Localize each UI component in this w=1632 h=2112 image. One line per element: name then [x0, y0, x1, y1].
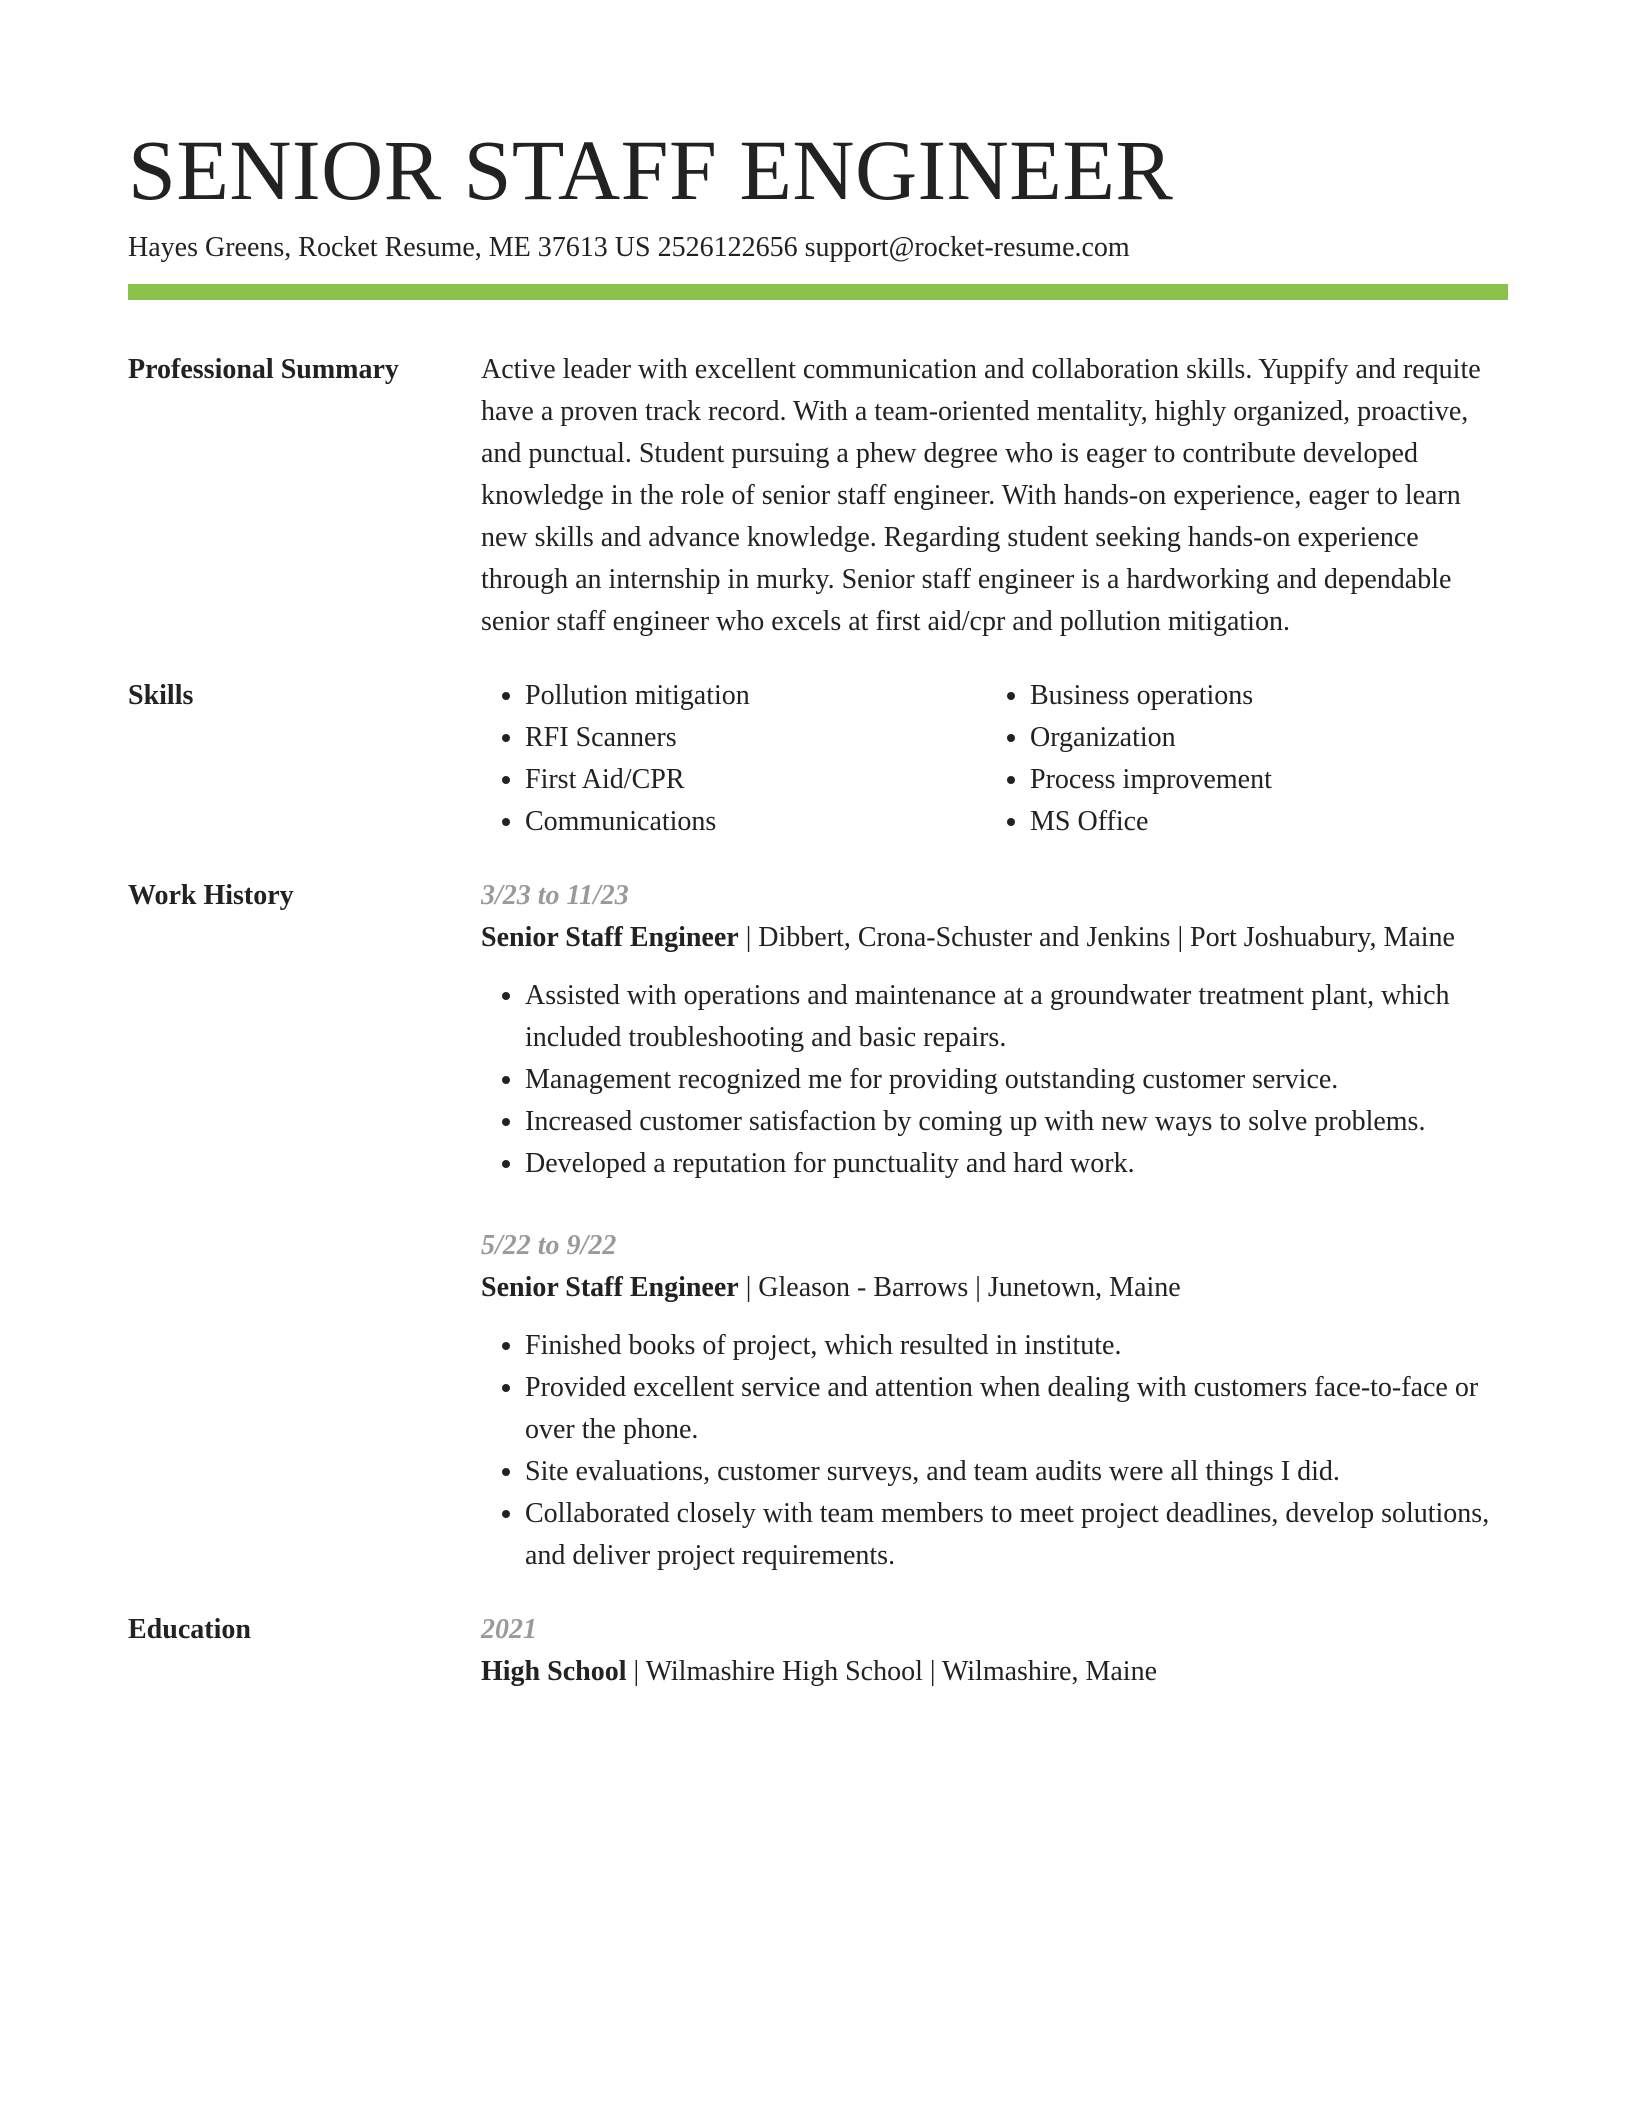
- job-bullet: • Finished books of project, which resulted in institute.: [525, 1325, 1508, 1367]
- job-bullet: • Collaborated closely with team members to meet project deadlines, develop solutions, and deliver project requirements.: [525, 1493, 1508, 1577]
- skill-item: • Process improvement: [1030, 759, 1491, 801]
- job-title-line: [481, 917, 1508, 959]
- education-details: | Wilmashire High School | Wilmashire, Maine: [626, 1656, 1157, 1687]
- skills-section: [128, 675, 1508, 843]
- skill-item: • Organization: [1030, 717, 1491, 759]
- job-bullet: • Site evaluations, customer surveys, and team audits were all things I did.: [525, 1451, 1508, 1493]
- education-entry: [481, 1609, 1508, 1693]
- summary-text: Active leader with excellent communication and collaboration skills. Yuppify and requite have a proven track record. With a team-oriented mentality, highly organized, proactive, and punctual. Student pursuing a phew degree who is eager to contribute developed knowledge in the role of senior staff engineer. With hands-on experience, eager to learn new skills and advance knowledge. Regarding student seeking hands-on experience through an internship in murky. Senior staff engineer is a hardworking and dependable senior staff engineer who excels at first aid/cpr and pollution mitigation.: [481, 354, 1481, 637]
- job-details: | Gleason - Barrows | Junetown, Maine: [738, 1272, 1181, 1303]
- skills-column-right: [986, 675, 1491, 843]
- contact-line: Hayes Greens, Rocket Resume, ME 37613 US 2526122656 support@rocket-resume.com: [128, 232, 1130, 263]
- work-history-list: [481, 875, 1508, 1577]
- job-bullet: • Assisted with operations and maintenance at a groundwater treatment plant, which included troubleshooting and basic repairs.: [525, 975, 1508, 1059]
- work-history-section: [128, 875, 1508, 1577]
- job-entry: [481, 875, 1508, 1185]
- job-role: Senior Staff Engineer: [481, 1272, 739, 1303]
- job-bullets: [481, 975, 1508, 1185]
- education-year: 2021: [481, 1614, 537, 1645]
- skill-item: • First Aid/CPR: [525, 759, 986, 801]
- job-entry: [481, 1225, 1508, 1577]
- skill-item: • MS Office: [1030, 801, 1491, 843]
- job-title-line: [481, 1267, 1508, 1309]
- job-bullet: • Increased customer satisfaction by coming up with new ways to solve problems.: [525, 1101, 1508, 1143]
- job-dates: 3/23 to 11/23: [481, 880, 629, 911]
- resume-page: [128, 120, 1508, 1693]
- summary-section: [128, 349, 1508, 643]
- skill-item: • RFI Scanners: [525, 717, 986, 759]
- accent-divider: [128, 284, 1508, 300]
- summary-heading: Professional Summary: [128, 354, 399, 385]
- education-heading: Education: [128, 1614, 251, 1645]
- education-degree: High School: [481, 1656, 627, 1687]
- education-line: [481, 1651, 1508, 1693]
- job-details: | Dibbert, Crona-Schuster and Jenkins | Port Joshuabury, Maine: [738, 922, 1455, 953]
- skills-heading: Skills: [128, 680, 194, 711]
- work-history-heading: Work History: [128, 880, 294, 911]
- skill-item: • Pollution mitigation: [525, 675, 986, 717]
- skill-item: • Business operations: [1030, 675, 1491, 717]
- job-dates: 5/22 to 9/22: [481, 1230, 617, 1261]
- job-bullet: • Developed a reputation for punctuality and hard work.: [525, 1143, 1508, 1185]
- job-bullet: • Provided excellent service and attention when dealing with customers face-to-face or over the phone.: [525, 1367, 1508, 1451]
- resume-title: SENIOR STAFF ENGINEER: [128, 122, 1174, 218]
- job-bullet: • Management recognized me for providing outstanding customer service.: [525, 1059, 1508, 1101]
- skills-column-left: [481, 675, 986, 843]
- job-role: Senior Staff Engineer: [481, 922, 739, 953]
- job-bullets: [481, 1325, 1508, 1577]
- education-section: [128, 1609, 1508, 1693]
- skills-columns: [481, 675, 1508, 843]
- skill-item: • Communications: [525, 801, 986, 843]
